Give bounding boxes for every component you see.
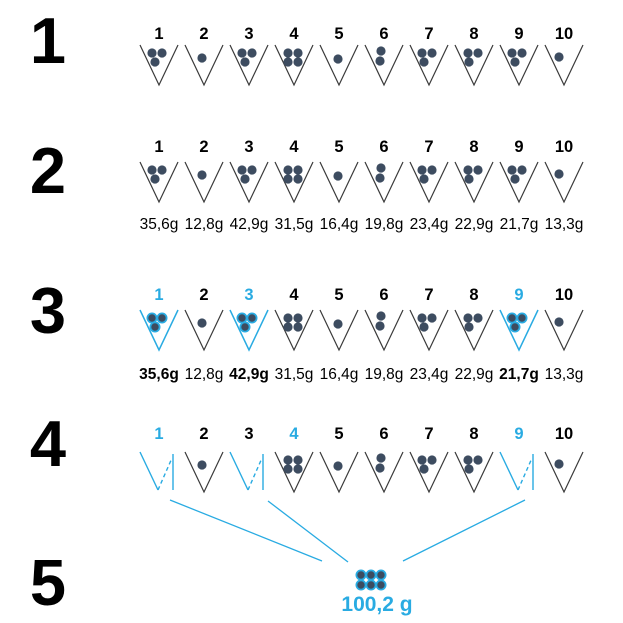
sample-dot <box>237 165 246 174</box>
funnel-number: 10 <box>554 138 574 156</box>
funnel-v <box>320 452 358 492</box>
sample-dot <box>554 317 563 326</box>
weight-label: 35,6g <box>139 216 179 233</box>
sample-dot <box>376 46 385 55</box>
funnel-number: 10 <box>554 286 574 304</box>
sample-dot <box>464 174 473 183</box>
funnel-v <box>185 162 223 202</box>
sample-dot <box>473 165 482 174</box>
emptied-funnel-left-wall <box>230 452 248 490</box>
combined-pile-dot <box>366 580 375 589</box>
funnel-number: 3 <box>244 138 254 156</box>
weight-label: 16,4g <box>319 216 359 233</box>
sample-dot <box>375 463 384 472</box>
pour-line-1 <box>170 500 322 561</box>
sample-dot <box>464 57 473 66</box>
sample-dot <box>463 455 472 464</box>
sample-dot <box>427 165 436 174</box>
weight-label: 31,5g <box>274 216 314 233</box>
sample-dot <box>283 165 292 174</box>
weight-label: 19,8g <box>364 366 404 383</box>
sample-dot <box>150 322 159 331</box>
sample-dot <box>417 48 426 57</box>
sample-dot <box>419 322 428 331</box>
funnel-number: 10 <box>554 425 574 443</box>
sample-dot <box>510 57 519 66</box>
sample-dot <box>473 455 482 464</box>
pour-line-2 <box>268 501 348 562</box>
sample-dot <box>150 57 159 66</box>
weight-label: 22,9g <box>454 366 494 383</box>
weight-label: 35,6g <box>139 366 179 383</box>
funnel-number: 3 <box>244 25 254 43</box>
sample-dot <box>554 459 563 468</box>
weight-label: 21,7g <box>499 216 539 233</box>
funnel-number: 4 <box>289 138 299 156</box>
sample-dot <box>333 319 342 328</box>
funnel-number: 8 <box>469 286 479 304</box>
sample-dot <box>283 57 292 66</box>
funnel-v <box>320 310 358 350</box>
funnel-number: 9 <box>514 138 524 156</box>
step-label-4: 4 <box>29 407 67 480</box>
funnel-number: 6 <box>379 286 389 304</box>
funnel-v <box>545 45 583 85</box>
funnel-number: 5 <box>334 425 344 443</box>
sample-dot <box>293 165 302 174</box>
funnel-number: 7 <box>424 25 434 43</box>
sample-dot <box>283 464 292 473</box>
sample-dot <box>283 174 292 183</box>
weight-label: 23,4g <box>409 216 449 233</box>
funnel-number: 8 <box>469 138 479 156</box>
weight-label: 19,8g <box>364 216 404 233</box>
sample-dot <box>510 322 519 331</box>
funnel-v <box>185 45 223 85</box>
combined-pile-dot <box>366 570 375 579</box>
sample-dot <box>197 53 206 62</box>
funnel-number: 9 <box>514 25 524 43</box>
sample-dot <box>376 163 385 172</box>
sample-dot <box>464 322 473 331</box>
sample-dot <box>247 48 256 57</box>
sample-dot <box>197 170 206 179</box>
funnel-number: 10 <box>554 25 574 43</box>
sample-dot <box>417 165 426 174</box>
sample-dot <box>463 48 472 57</box>
sample-dot <box>247 165 256 174</box>
funnel-number: 5 <box>334 286 344 304</box>
sample-dot <box>517 165 526 174</box>
sample-dot <box>333 171 342 180</box>
funnel-number: 2 <box>199 425 209 443</box>
weight-label: 16,4g <box>319 366 359 383</box>
emptied-funnel-left-wall <box>140 452 158 490</box>
step-label-1: 1 <box>29 4 67 77</box>
sample-dot <box>417 455 426 464</box>
sample-dot <box>150 174 159 183</box>
combined-pile-dot <box>376 580 385 589</box>
sample-dot <box>293 174 302 183</box>
funnel-number: 9 <box>514 286 524 304</box>
sample-dot <box>283 313 292 322</box>
weight-label: 42,9g <box>229 366 269 383</box>
funnel-number: 7 <box>424 286 434 304</box>
sample-dot <box>376 311 385 320</box>
sample-dot <box>283 48 292 57</box>
sample-dot <box>237 313 246 322</box>
sample-dot <box>375 321 384 330</box>
sample-dot <box>283 322 292 331</box>
funnel-v <box>185 452 223 492</box>
sample-dot <box>293 322 302 331</box>
pour-line-3 <box>403 500 525 561</box>
funnel-number: 4 <box>289 25 299 43</box>
combined-pile-dot <box>356 570 365 579</box>
sample-dot <box>157 48 166 57</box>
sample-dot <box>293 464 302 473</box>
sample-dot <box>240 322 249 331</box>
funnel-number: 5 <box>334 25 344 43</box>
funnel-v <box>320 162 358 202</box>
step-label-3: 3 <box>29 274 67 347</box>
sample-dot <box>293 48 302 57</box>
sample-dot <box>240 57 249 66</box>
funnel-number: 3 <box>244 286 254 304</box>
funnel-v <box>545 310 583 350</box>
sample-dot <box>293 455 302 464</box>
sample-dot <box>463 165 472 174</box>
sample-dot <box>197 460 206 469</box>
funnel-number: 1 <box>154 25 164 43</box>
funnel-v <box>320 45 358 85</box>
sample-dot <box>507 313 516 322</box>
sample-dot <box>507 48 516 57</box>
funnel-v <box>545 452 583 492</box>
weight-label: 21,7g <box>499 366 539 383</box>
sample-dot <box>147 313 156 322</box>
sample-dot <box>157 165 166 174</box>
funnel-number: 2 <box>199 25 209 43</box>
sample-dot <box>293 57 302 66</box>
sample-dot <box>333 54 342 63</box>
funnel-number: 2 <box>199 138 209 156</box>
weight-label: 13,3g <box>544 366 584 383</box>
weight-label: 13,3g <box>544 216 584 233</box>
sample-dot <box>283 455 292 464</box>
sample-dot <box>517 313 526 322</box>
sample-dot <box>147 165 156 174</box>
weight-label: 31,5g <box>274 366 314 383</box>
sample-dot <box>419 57 428 66</box>
sample-dot <box>417 313 426 322</box>
combined-pile-dot <box>376 570 385 579</box>
weight-label: 12,8g <box>184 216 224 233</box>
sample-dot <box>510 174 519 183</box>
sample-dot <box>463 313 472 322</box>
sample-dot <box>554 169 563 178</box>
sample-dot <box>237 48 246 57</box>
funnel-number: 2 <box>199 286 209 304</box>
funnel-number: 1 <box>154 286 164 304</box>
funnel-number: 4 <box>289 425 299 443</box>
sample-dot <box>427 48 436 57</box>
sample-dot <box>554 52 563 61</box>
sample-dot <box>419 464 428 473</box>
funnel-number: 3 <box>244 425 254 443</box>
sample-dot <box>507 165 516 174</box>
sample-dot <box>517 48 526 57</box>
sample-dot <box>147 48 156 57</box>
sample-dot <box>333 461 342 470</box>
sample-dot <box>464 464 473 473</box>
sample-dot <box>197 318 206 327</box>
emptied-funnel-dashed-wall <box>518 458 532 490</box>
step-label-2: 2 <box>29 134 67 207</box>
weight-label: 12,8g <box>184 366 224 383</box>
combined-pile-dot <box>356 580 365 589</box>
funnel-number: 9 <box>514 425 524 443</box>
funnel-number: 7 <box>424 138 434 156</box>
weight-label: 42,9g <box>229 216 269 233</box>
sample-dot <box>473 48 482 57</box>
funnel-number: 5 <box>334 138 344 156</box>
sample-dot <box>419 174 428 183</box>
funnel-number: 6 <box>379 425 389 443</box>
weight-label: 22,9g <box>454 216 494 233</box>
sample-dot <box>427 455 436 464</box>
sample-dot <box>293 313 302 322</box>
funnel-number: 8 <box>469 25 479 43</box>
funnel-number: 7 <box>424 425 434 443</box>
funnel-number: 1 <box>154 425 164 443</box>
sample-dot <box>375 56 384 65</box>
sample-dot <box>157 313 166 322</box>
sample-dot <box>376 453 385 462</box>
sample-dot <box>240 174 249 183</box>
funnel-number: 1 <box>154 138 164 156</box>
funnel-number: 6 <box>379 25 389 43</box>
funnel-v <box>185 310 223 350</box>
weight-label: 23,4g <box>409 366 449 383</box>
sample-dot <box>427 313 436 322</box>
total-weight-label: 100,2 g <box>341 593 413 616</box>
funnel-number: 4 <box>289 286 299 304</box>
emptied-funnel-dashed-wall <box>158 458 172 490</box>
sample-dot <box>473 313 482 322</box>
sample-dot <box>247 313 256 322</box>
funnel-number: 6 <box>379 138 389 156</box>
step-label-5: 5 <box>29 546 67 619</box>
sample-dot <box>375 173 384 182</box>
funnel-number: 8 <box>469 425 479 443</box>
funnel-v <box>545 162 583 202</box>
emptied-funnel-left-wall <box>500 452 518 490</box>
emptied-funnel-dashed-wall <box>248 458 262 490</box>
